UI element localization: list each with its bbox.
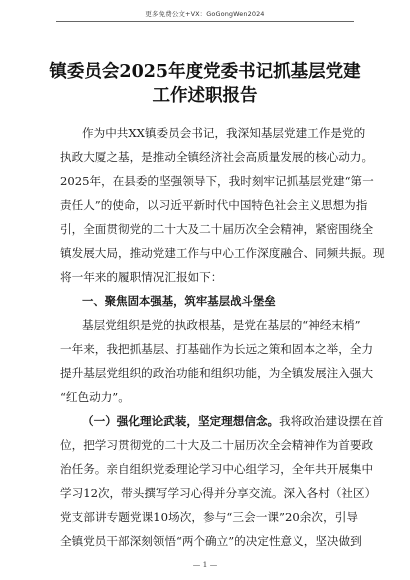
header-note: 更多免费公文+VX：GoGongWen2024 xyxy=(145,10,265,18)
subsection1-line-6: 全镇党员干部深刻领悟“两个确立”的决定性意义，坚决做到 xyxy=(60,534,362,548)
section1-line-4: “红色动力”。 xyxy=(60,390,130,404)
subsection1-line-3: 治任务。亲自组织党委理论学习中心组学习，全年共开展集中 xyxy=(60,462,374,476)
section1-line-3: 提升基层党组织的政治功能和组织功能，为全镇发展注入强大 xyxy=(60,366,374,380)
subsection-heading-1: （一）强化理论武装，坚定理想信念。 xyxy=(82,414,280,428)
document-title-line-1: 镇委员会2025年度党委书记抓基层党建 xyxy=(49,62,361,82)
subsection1-line-2: 位，把学习贯彻党的二十大及二十届历次全会精神作为首要政 xyxy=(60,438,374,452)
intro-line-6: 镇发展大局，推动党建工作与中心工作深度融合、同频共振。现 xyxy=(60,246,385,260)
document-title-line-2: 工作述职报告 xyxy=(152,86,258,106)
section1-line-2: 一年来，我把抓基层、打基础作为长远之策和固本之举，全力 xyxy=(60,342,374,356)
page-number: — 1 — xyxy=(192,560,218,569)
subsection1-line-5: 党支部讲专题党课10场次，参与“三会一课”20余次，引导 xyxy=(60,510,358,524)
subsection1-line-4: 学习12次，带头撰写学习心得并分享交流。深入各村（社区） xyxy=(60,486,377,500)
intro-line-2: 执政大厦之基，是推动全镇经济社会高质量发展的核心动力。 xyxy=(60,150,374,164)
intro-line-5: 引，全面贯彻党的二十大及二十届历次全会精神，紧密围绕全 xyxy=(60,222,374,236)
section1-line-1: 基层党组织是党的执政根基，是党在基层的“神经末梢” xyxy=(82,318,361,332)
section-heading-1: 一、聚焦固本强基，筑牢基层战斗堡垒 xyxy=(82,294,276,308)
subsection1-line-1-rest: 我将政治建设摆在首 xyxy=(279,414,384,428)
intro-line-4: 责任人”的使命，以习近平新时代中国特色社会主义思想为指 xyxy=(60,198,368,212)
intro-line-3: 2025年，在县委的坚强领导下，我时刻牢记抓基层党建“第一 xyxy=(60,174,374,188)
subsection1-first-line xyxy=(82,413,384,429)
intro-line-7: 将一年来的履职情况汇报如下： xyxy=(60,270,223,284)
header-divider xyxy=(56,21,354,22)
intro-line-1: 作为中共XX镇委员会书记，我深知基层党建工作是党的 xyxy=(82,126,366,140)
